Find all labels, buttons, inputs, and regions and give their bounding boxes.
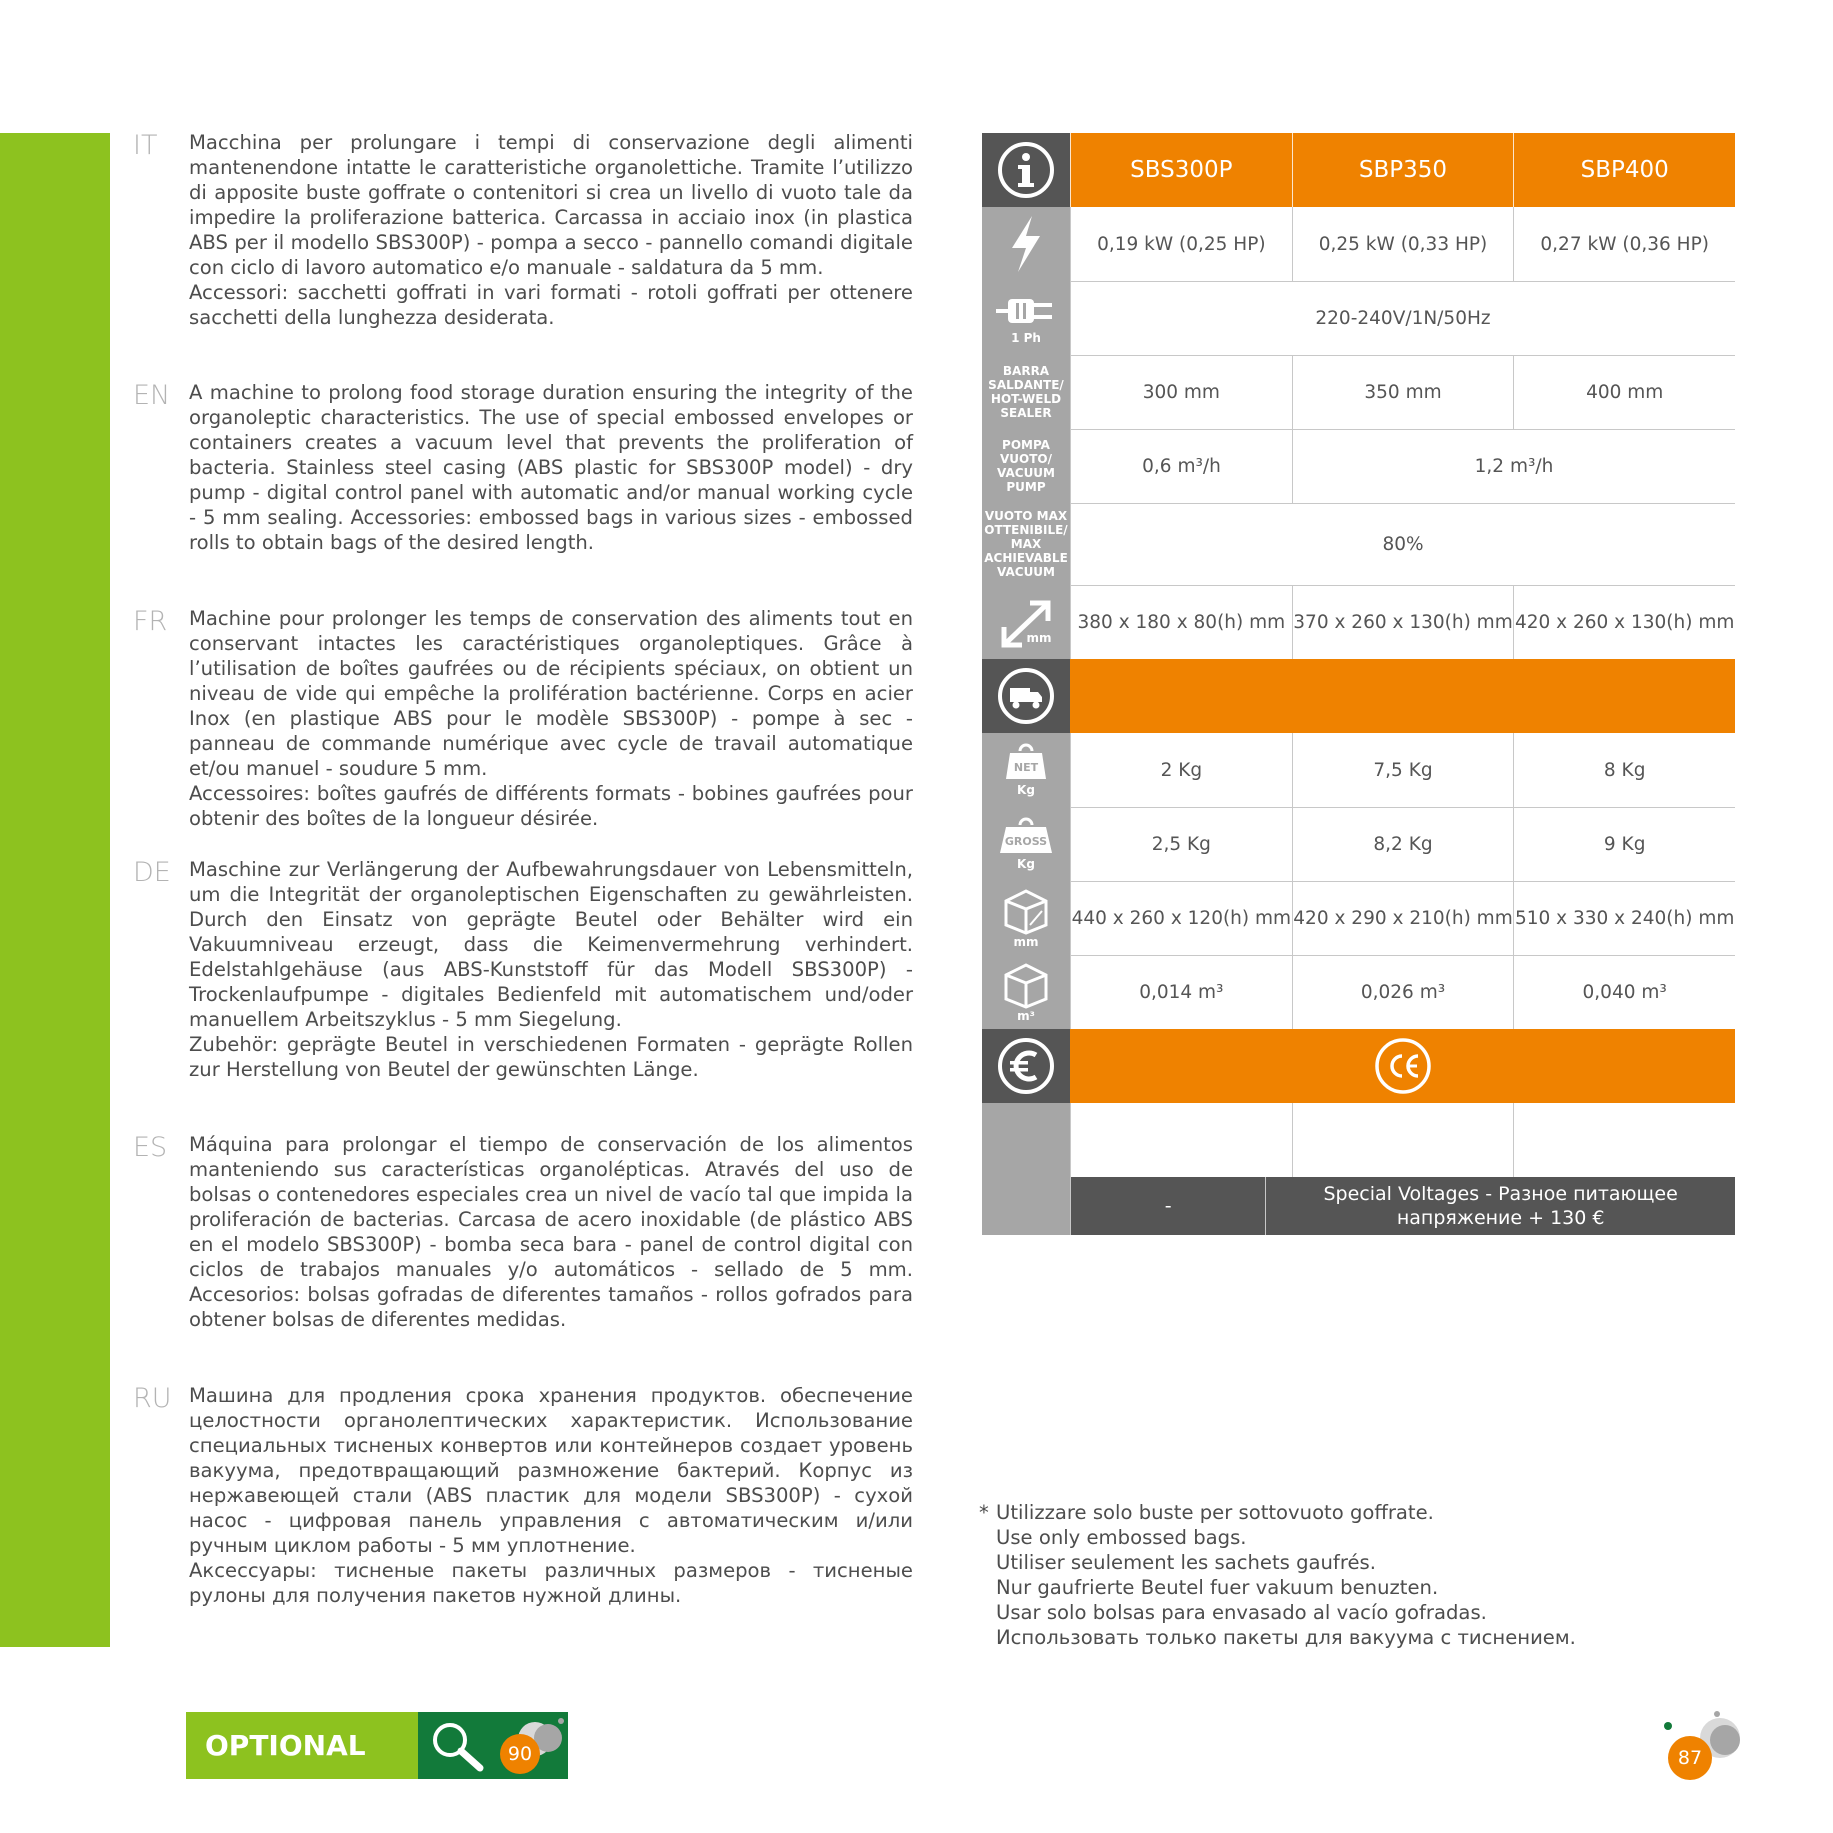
- gross-weight-value: 8,2 Kg: [1292, 807, 1514, 881]
- sealer-value: 300 mm: [1070, 355, 1292, 429]
- decor-dot: [1714, 1711, 1720, 1717]
- description-text: [189, 380, 913, 555]
- table-row-power: [982, 207, 1735, 281]
- footnote-line: Usar solo bolsas para envasado al vacío gofradas.: [996, 1601, 1487, 1624]
- table-row-voltage: [982, 281, 1735, 355]
- net-weight-value: 7,5 Kg: [1292, 733, 1514, 807]
- footnote: [979, 1500, 1576, 1650]
- footnote-line: Utiliser seulement les sachets gaufrés.: [996, 1551, 1376, 1574]
- dimension-value: 420 x 260 x 130(h) mm: [1513, 585, 1735, 659]
- language-code: FR: [133, 606, 168, 637]
- table-row-net-weight: [982, 733, 1735, 807]
- pump-label-cell: [982, 429, 1070, 503]
- sealer-value: 400 mm: [1513, 355, 1735, 429]
- power-value: 0,27 kW (0,36 HP): [1513, 207, 1735, 281]
- price-value: [1292, 1103, 1514, 1177]
- lightning-icon: [982, 207, 1070, 281]
- info-icon: [982, 133, 1070, 207]
- phase-label: 1 Ph: [1011, 331, 1041, 345]
- table-row-package-dimensions: [982, 881, 1735, 955]
- footnote-line: Use only embossed bags.: [996, 1526, 1247, 1549]
- volume-unit: m³: [1017, 1009, 1035, 1023]
- price-header-row: [982, 1029, 1735, 1103]
- sealer-value: 350 mm: [1292, 355, 1514, 429]
- optional-page-number: 90: [500, 1734, 540, 1774]
- package-dimension-value: 420 x 290 x 210(h) mm: [1292, 881, 1514, 955]
- price-value: [1070, 1103, 1292, 1177]
- package-dimension-value: 440 x 260 x 120(h) mm: [1070, 881, 1292, 955]
- table-row-sealer: [982, 355, 1735, 429]
- gross-weight-value: 2,5 Kg: [1070, 807, 1292, 881]
- voltage-value: 220-240V/1N/50Hz: [1070, 281, 1735, 355]
- footnote-line: Utilizzare solo buste per sottovuoto goffrate.: [996, 1501, 1434, 1524]
- table-row-gross-weight: [982, 807, 1735, 881]
- language-code: DE: [133, 857, 171, 888]
- special-voltage-icon-cell: [982, 1177, 1070, 1235]
- volume-value: 0,040 m³: [1513, 955, 1735, 1029]
- decor-dot: [558, 1718, 564, 1724]
- table-row-price: [982, 1103, 1735, 1177]
- description-text: [189, 1383, 913, 1608]
- description-paragraph: Maschine zur Verlängerung der Aufbewahrungsdauer von Lebensmitteln, um die Integrität der organoleptischen Eigenschaften zu gewährleisten. Durch den Einsatz von geprägte Beutel oder Behälter wird ein Vakuumniveau erzeugt, dass die Keimenvermehrung verhindert. Edelstahlgehäuse (aus ABS-Kunststoff für das Modell SBS300P) - Trockenlaufpumpe - digitales Bedienfeld mit automatischem und/oder manuellem Arbeitszyklus - 5 mm Siegelung.: [189, 858, 913, 1031]
- pump-label: POMPA VUOTO/ VACUUM PUMP: [997, 438, 1055, 494]
- decor-circle: [1710, 1725, 1740, 1755]
- net-weight-icon: [982, 733, 1070, 807]
- vacuum-label: VUOTO MAX OTTENIBILE/ MAX ACHIEVABLE VACUUM: [984, 509, 1068, 579]
- euro-icon: [982, 1029, 1070, 1103]
- pump-value: 1,2 m³/h: [1292, 429, 1735, 503]
- price-icon-cell: [982, 1103, 1070, 1177]
- gross-weight-value: 9 Kg: [1513, 807, 1735, 881]
- table-header-row: [982, 133, 1735, 207]
- dimensions-unit: mm: [1026, 631, 1052, 645]
- language-code: RU: [133, 1383, 172, 1414]
- table-row-special-voltage: [982, 1177, 1735, 1235]
- model-name: SBS300P: [1070, 133, 1292, 207]
- table-row-vacuum: [982, 503, 1735, 585]
- vacuum-label-cell: [982, 503, 1070, 585]
- table-row-pump: [982, 429, 1735, 503]
- description-paragraph: Machine pour prolonger les temps de conservation des aliments tout en conservant intactes les caractéristiques organoleptiques. Grâce à l’utilisation de boîtes gaufrées ou de récipients spéciaux, on obtient un niveau de vide qui empêche la prolifération bactérienne. Corps en acier Inox (en plastique ABS pour le modèle SBS300P) - pompe à sec - panneau de commande numérique avec cycle de travail automatique et/ou manuel - soudure 5 mm.: [189, 607, 913, 780]
- sealer-label: BARRA SALDANTE/ HOT-WELD SEALER: [988, 364, 1064, 420]
- description-text: [189, 606, 913, 831]
- side-accent-bar: [0, 133, 110, 1647]
- description-paragraph: Машина для продления срока хранения продуктов. обеспечение целостности органолептических характеристик. Использование специальных тисненых конвертов или контейнеров создает уровень вакуума, предотвращающий размножение бактерий. Корпус из нержавеющей стали (ABS пластик для модели SBS300P) - сухой насос - цифровая панель управления с автоматическим и/или ручным циклом работы - 5 мм уплотнение.: [189, 1384, 913, 1557]
- decor-dot: [1664, 1722, 1672, 1730]
- footnote-line: Nur gaufrierte Beutel fuer vakuum benuzten.: [996, 1576, 1439, 1599]
- package-dimensions-unit: mm: [1013, 935, 1039, 949]
- volume-value: 0,014 m³: [1070, 955, 1292, 1029]
- table-row-dimensions: [982, 585, 1735, 659]
- model-name: SBP400: [1513, 133, 1735, 207]
- description-paragraph: Accessori: sacchetti goffrati in vari formati - rotoli goffrati per ottenere sacchetti della lunghezza desiderata.: [189, 281, 913, 329]
- plug-icon: [982, 281, 1070, 355]
- optional-icon-box[interactable]: [418, 1712, 568, 1779]
- description-paragraph: Accessoires: boîtes gaufrés de différents formats - bobines gaufrées pour obtenir des boîtes de la longueur désirée.: [189, 782, 913, 830]
- special-voltage-value: Special Voltages - Разное питающее напряжение + 130 €: [1265, 1177, 1735, 1235]
- gross-weight-icon: [982, 807, 1070, 881]
- description-paragraph: Аксессуары: тисненые пакеты различных размеров - тисненые рулоны для получения пакетов нужной длины.: [189, 1559, 913, 1607]
- dimension-value: 370 x 260 x 130(h) mm: [1292, 585, 1514, 659]
- model-name: SBP350: [1292, 133, 1514, 207]
- language-code: IT: [133, 130, 158, 161]
- net-badge: NET: [1013, 761, 1039, 774]
- model-names: [1070, 133, 1735, 207]
- net-weight-value: 2 Kg: [1070, 733, 1292, 807]
- vacuum-value: 80%: [1070, 503, 1735, 585]
- description-paragraph: Máquina para prolongar el tiempo de conservación de los alimentos manteniendo sus características organolépticas. Através del uso de bolsas o contenedores especiales crea un nivel de vacío tal que impida la proliferación de bacterias. Carcasa de acero inoxidable (de plástico ABS en el modelo SBS300P) - bomba seca bara - panel de control digital con ciclos de trabajos manuales y/o automáticos - sellado de 5 mm. Accesorios: bolsas gofradas de diferentes tamaños - rollos gofrados para obtener bolsas de diferentes medidas.: [189, 1133, 913, 1331]
- pump-value: 0,6 m³/h: [1070, 429, 1292, 503]
- footnote-asterisk: *: [979, 1501, 989, 1524]
- description-text: [189, 130, 913, 330]
- ce-mark-icon: [1070, 1029, 1735, 1103]
- language-code: ES: [133, 1132, 168, 1163]
- description-paragraph: A machine to prolong food storage duration ensuring the integrity of the organoleptic characteristics. The use of special embossed envelopes or containers creates a vacuum level that prevents the proliferation of bacteria. Stainless steel casing (ABS plastic for SBS300P model) - dry pump - digital control panel with automatic and/or manual working cycle - 5 mm sealing. Accessories: embossed bags in various sizes - embossed rolls to obtain bags of the desired length.: [189, 381, 913, 554]
- magnifier-icon: [428, 1718, 488, 1774]
- footnote-line: Использовать только пакеты для вакуума с тиснением.: [996, 1626, 1576, 1649]
- power-value: 0,25 kW (0,33 HP): [1292, 207, 1514, 281]
- power-value: 0,19 kW (0,25 HP): [1070, 207, 1292, 281]
- gross-badge: GROSS: [1004, 835, 1048, 848]
- special-voltage-value: -: [1070, 1177, 1265, 1235]
- description-paragraph: Zubehör: geprägte Beutel in verschiedenen Formaten - geprägte Rollen zur Herstellung von Beutel der gewünschten Länge.: [189, 1033, 913, 1081]
- sealer-label-cell: [982, 355, 1070, 429]
- description-text: [189, 1132, 913, 1332]
- dimension-value: 380 x 180 x 80(h) mm: [1070, 585, 1292, 659]
- optional-link[interactable]: OPTIONAL: [186, 1712, 418, 1779]
- description-text: [189, 857, 913, 1082]
- truck-icon: [982, 659, 1070, 733]
- net-weight-value: 8 Kg: [1513, 733, 1735, 807]
- table-row-volume: [982, 955, 1735, 1029]
- box-dimensions-icon: [982, 881, 1070, 955]
- language-code: EN: [133, 380, 171, 411]
- gross-unit: Kg: [1017, 857, 1035, 871]
- volume-value: 0,026 m³: [1292, 955, 1514, 1029]
- shipping-header-row: [982, 659, 1735, 733]
- description-paragraph: Macchina per prolungare i tempi di conservazione degli alimenti mantenendone intatte le caratteristiche organolettiche. Tramite l’utilizzo di apposite buste goffrate o contenitori si crea un livello di vuoto tale da impedire la proliferazione batterica. Carcassa in acciaio inox (in plastica ABS per il modello SBS300P) - pompa a secco - pannello comandi digitale con ciclo di lavoro automatico e/o manuale - saldatura da 5 mm.: [189, 131, 913, 279]
- net-unit: Kg: [1017, 783, 1035, 797]
- box-volume-icon: [982, 955, 1070, 1029]
- price-value: [1513, 1103, 1735, 1177]
- dimensions-icon: [982, 585, 1070, 659]
- package-dimension-value: 510 x 330 x 240(h) mm: [1513, 881, 1735, 955]
- page-number: 87: [1668, 1736, 1712, 1780]
